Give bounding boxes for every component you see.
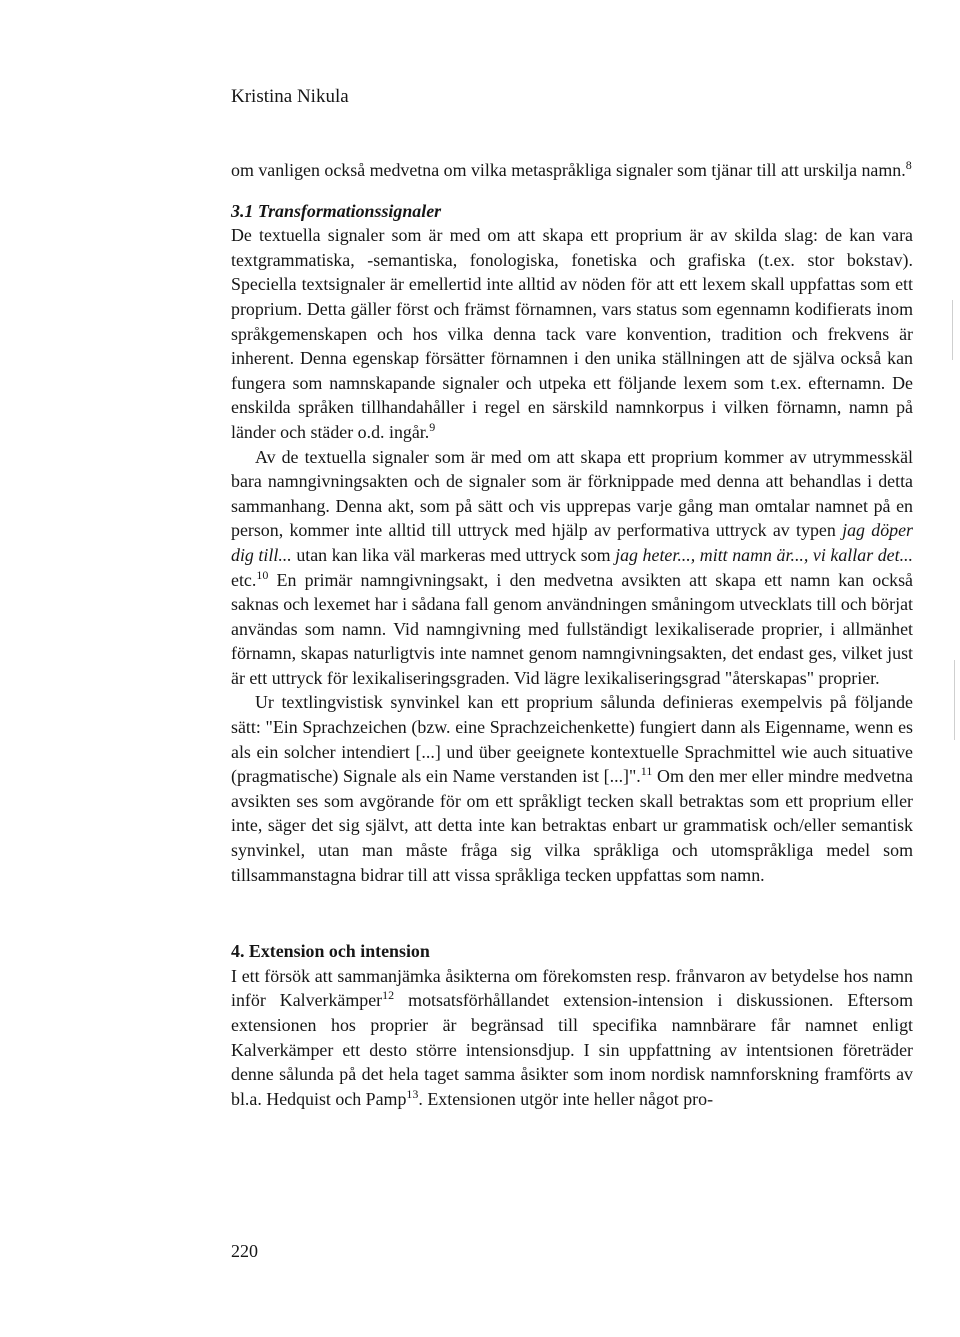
footnote-marker: 11 xyxy=(640,764,653,779)
running-header: Kristina Nikula xyxy=(231,86,349,107)
body-text xyxy=(231,158,913,1111)
scan-margin-mark xyxy=(954,660,955,740)
paragraph: De textuella signaler som är med om att skapa ett proprium är av skilda slag: de kan vara textgrammatiska, -semantiska, fonologiska, fonetiska och grafiska (t.ex. stor bokstav). Speciella textsignaler är emellertid inte alltid av nöden för att ett lexem skall uppfattas som ett proprium. Detta gäller först och främst förnamnen, vars status som egennamn kodifierats inom språkgemenskapen och hos vilka denna tack vare konvention, tradition och frekvens är inherent. Denna egenskap försätter förnamnen i den unika ställningen att de själva också kan fungera som namnskapande signaler och utpeka ett följande lexem som t.ex. efternamn. De enskilda språken tillhandahåller i regel en särskild namnkorpus i vilken förnamn, namn på länder och städer o.d. ingår.$^9$ xyxy=(231,225,913,442)
italic-phrase: jag heter..., mitt namn är..., vi kallar det... xyxy=(615,544,914,565)
footnote-marker: 13 xyxy=(406,1086,419,1101)
italic-phrase: jag döper dig till... xyxy=(231,520,914,565)
paragraph: Ur textlingvistisk synvinkel kan ett proprium sålunda definieras exempelvis på följande sätt: "Ein Sprachzeichen (bzw. eine Sprachzeichenkette) fungiert dann als Eigenname, wenn es als ein solcher intendiert [...] und über geeignete kontextuelle Sprachmittel wie auch situative (pragmatische) Signale als ein Name verstanden ist [...]".$^{11}$ Om den mer eller mindre medvetna avsikten ses som avgörande för om ett språkligt tecken skall betraktas som ett proprium eller inte, säger det sig självt, att detta inte kan betraktas enbart ur grammatisk och/eller semantisk synvinkel, utan man måste fråga sig vilka språkliga och utomspråkliga medel som tillsammanstagna bidrar till att vissa språkliga tecken uppfattas som namn. xyxy=(231,692,913,885)
scan-margin-mark xyxy=(952,300,953,360)
section-heading: 4. Extension och intension xyxy=(231,941,430,962)
footnote-marker: 10 xyxy=(256,567,269,582)
page-number: 220 xyxy=(231,1241,258,1261)
footnote-marker: 8 xyxy=(905,158,912,172)
paragraph: I ett försök att sammanjämka åsikterna om förekomsten resp. frånvaron av betydelse hos namn inför Kalverkämper$^{12}$ motsatsförhållandet extension-intension i diskussionen. Eftersom extensionen hos proprier är begränsad till specifika namnbärare får namnet enligt Kalverkämper ett desto större intensionsdjup. I sin uppfattning av intentsionen företräder denne sålunda på det hela taget samma åsikter som inom nordisk namnforskning framförts av bl.a. Hedquist och Pamp$^{13}$. Extensionen utgör inte heller något pro- xyxy=(231,965,913,1109)
opening-paragraph: om vanligen också medvetna om vilka metaspråkliga signaler som tjänar till att urskilja namn.$^8$ xyxy=(231,158,912,180)
footnote-marker: 12 xyxy=(382,988,395,1003)
section-heading: 3.1 Transformationssignaler xyxy=(231,200,442,221)
paragraph: Av de textuella signaler som är med om att skapa ett proprium kommer av utrymmesskäl bara namngivningsakten och de signaler som är förknippade med denna att behandlas i detta sammanhang. Denna akt, som på sätt och vis upprepas varje gång man omtalar namnet på en person, kommer inte alltid till uttryck med hjälp av performativa uttryck av typen jag döper dig till... utan kan lika väl markeras med uttryck som jag heter..., mitt namn är..., vi kallar det... etc.$^{10}$ En primär namngivningsakt, i den medvetna avsikten att skapa ett namn kan också saknas och lexemet har i sådana fall genom användningen småningom utvecklats till och börjat användas som namn. Vid namngivning med fullständigt lexikaliserade proprier, i allmänhet förnamn, skapas naturligtvis inte namnet genom namngivningsakten, det endast ges, vilket just är ett uttryck för lexikaliseringsgraden. Vid lägre lexikaliseringsgrad "återskapas" proprier. xyxy=(231,446,914,688)
footnote-marker: 9 xyxy=(429,419,436,434)
